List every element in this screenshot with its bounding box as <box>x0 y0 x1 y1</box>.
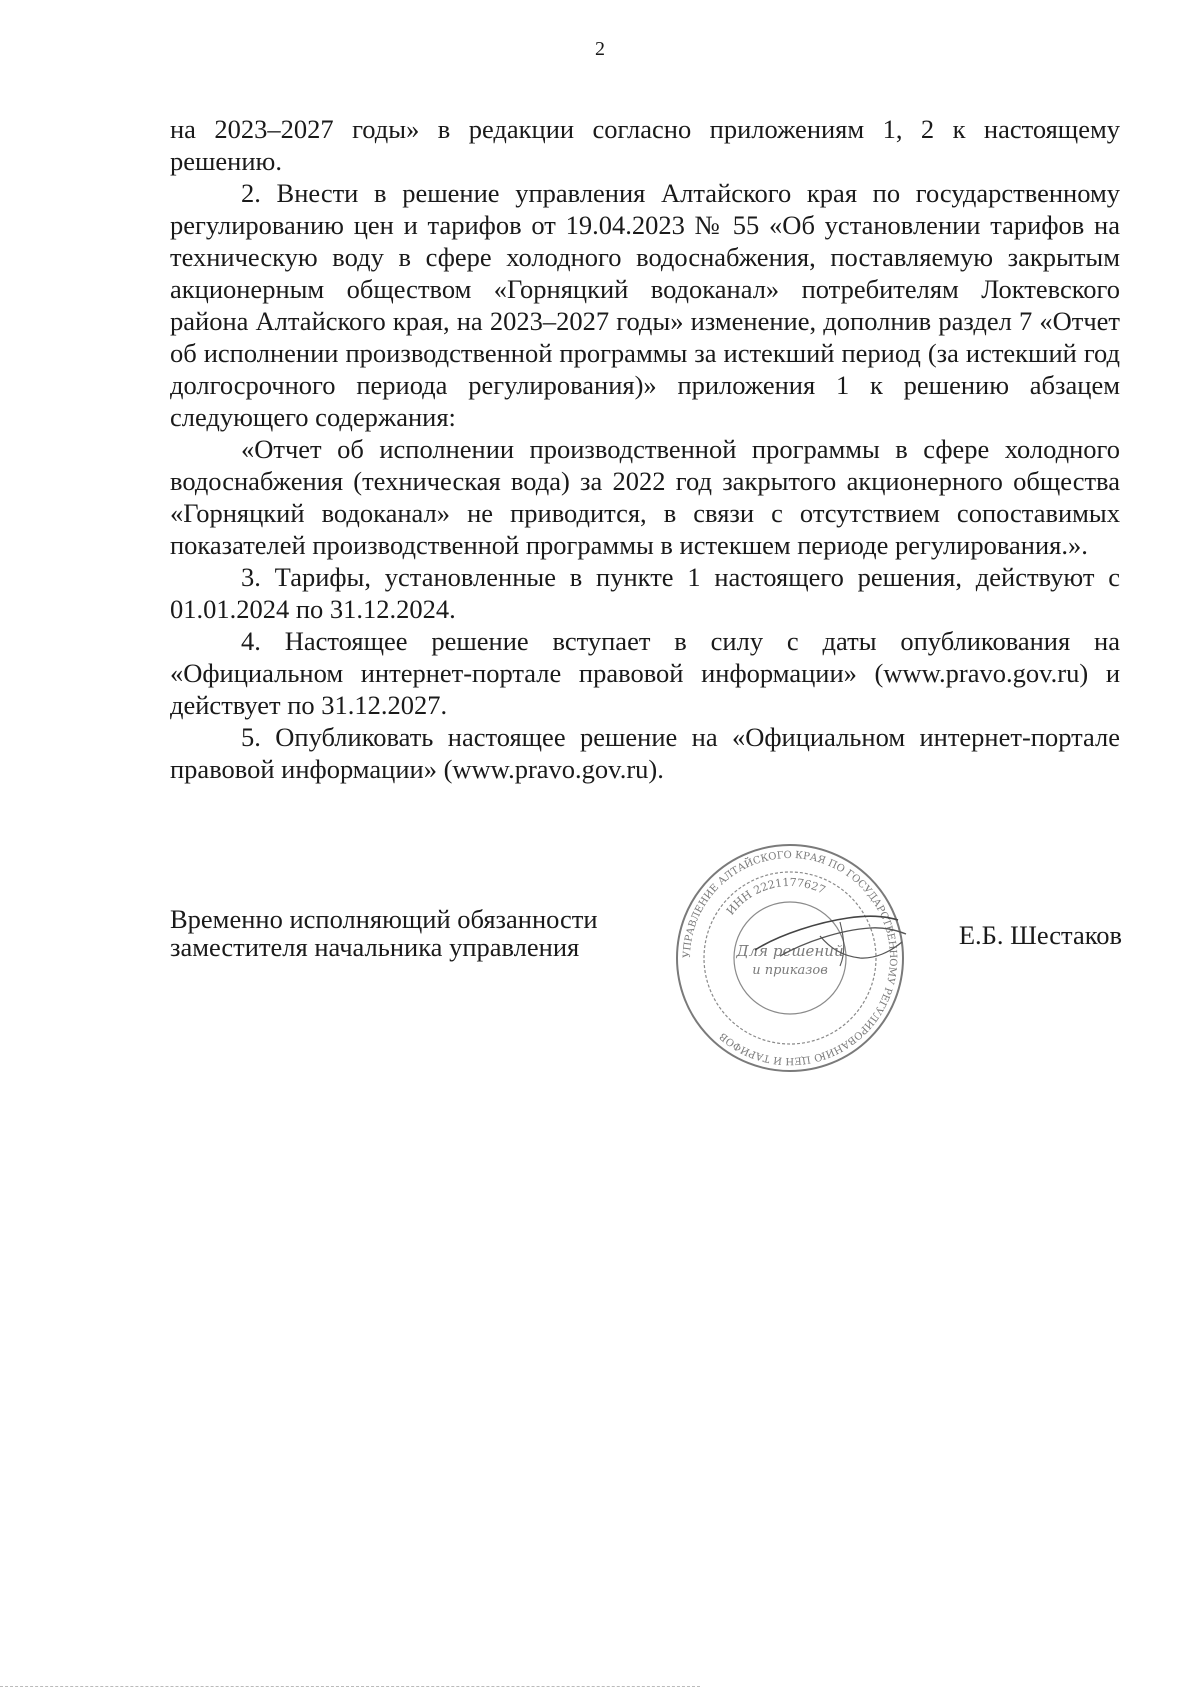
stamp-center-line1: Для решений <box>736 942 844 960</box>
paragraph-item-3: 3. Тарифы, установленные в пункте 1 настоящего решения, действуют с 01.01.2024 по 31.12.2024. <box>170 562 1120 624</box>
paragraph-item-4: 4. Настоящее решение вступает в силу с даты опубликования на «Официальном интернет-портале правовой информации» (www.pravo.gov.ru) и действует по 31.12.2027. <box>170 626 1120 720</box>
signatory-position <box>170 905 598 961</box>
stamp-center-line2: и приказов <box>752 963 828 978</box>
stamp-inn-text: ИНН 2221177627 <box>723 875 828 918</box>
page-number: 2 <box>595 38 605 60</box>
paragraph-quote: «Отчет об исполнении производственной программы в сфере холодного водоснабжения (техническая вода) за 2022 год закрытого акционерного общества «Горняцкий водоканал» не приводится, в связи с отсутствием сопоставимых показателей производственной программы в истекшем периоде регулирования.». <box>170 434 1120 560</box>
document-body <box>170 113 1120 785</box>
paragraph-continuation: на 2023–2027 годы» в редакции согласно приложениям 1, 2 к настоящему решению. <box>170 114 1120 176</box>
stamp-outer-text: УПРАВЛЕНИЕ АЛТАЙСКОГО КРАЯ ПО ГОСУДАРСТВЕННОМУ РЕГУЛИРОВАНИЮ ЦЕН И ТАРИФОВ <box>681 849 899 1067</box>
signatory-position-line2: заместителя начальника управления <box>170 932 580 962</box>
official-seal-stamp <box>670 838 910 1078</box>
paragraph-item-2: 2. Внести в решение управления Алтайского края по государственному регулированию цен и тарифов от 19.04.2023 № 55 «Об установлении тарифов на техническую воду в сфере холодного водоснабжения, поставляемую закрытым акционерным обществом «Горняцкий водоканал» потребителям Локтевского района Алтайского края, на 2023–2027 годы» изменение, дополнив раздел 7 «Отчет об исполнении производственной программы за истекший период (за истекший год долгосрочного периода регулирования)» приложения 1 к решению абзацем следующего содержания: <box>170 178 1120 432</box>
scan-artifact-line <box>0 1686 700 1687</box>
signatory-position-line1: Временно исполняющий обязанности <box>170 904 598 934</box>
signatory-name: Е.Б. Шестаков <box>958 920 1122 950</box>
paragraph-item-5: 5. Опубликовать настоящее решение на «Официальном интернет-портале правовой информации» (www.pravo.gov.ru). <box>170 722 1120 784</box>
